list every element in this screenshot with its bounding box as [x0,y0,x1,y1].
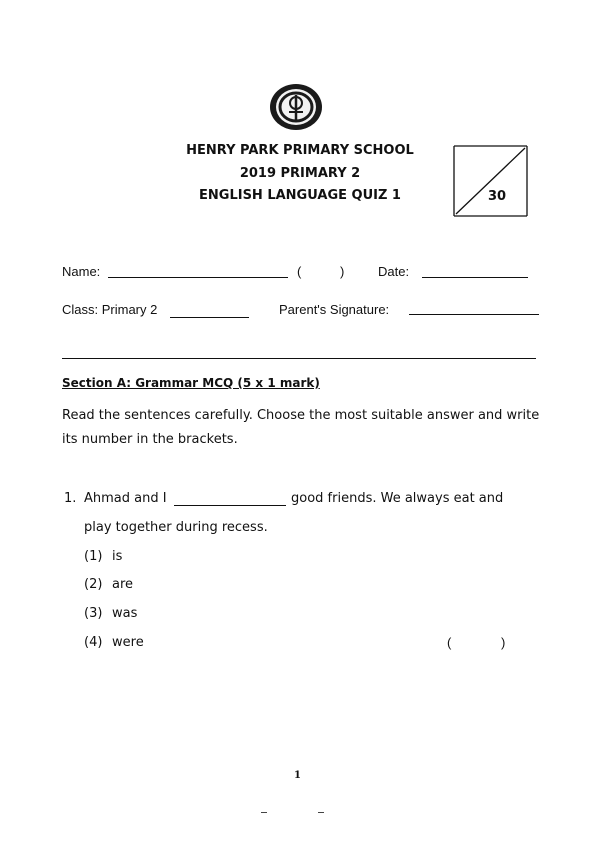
option-text: are [112,577,134,592]
question-text-line2: play together during recess. [84,520,268,535]
school-logo [268,82,324,132]
name-label: Name: [62,264,101,279]
class-label: Class: Primary 2 [62,302,158,317]
option-text: was [112,606,138,621]
answer-paren-open: ( [447,635,452,650]
register-paren-open: ( [297,264,302,279]
section-title: Section A: Grammar MCQ (5 x 1 mark) [62,376,320,390]
score-total: 30 [488,189,507,204]
question-blank[interactable] [174,505,286,506]
quiz-title: ENGLISH LANGUAGE QUIZ 1 [199,188,401,203]
name-field[interactable] [108,277,288,278]
scan-mark [261,812,267,813]
instructions: Read the sentences carefully. Choose the most suitable answer and write its number in the brackets. [62,408,540,447]
option-number: (2) [84,577,103,592]
page-number: 1 [294,770,301,781]
date-label: Date: [378,264,410,279]
school-name: HENRY PARK PRIMARY SCHOOL [186,143,414,158]
question-text-after: good friends. We always eat and [291,491,504,506]
question-text-before: Ahmad and I [84,491,167,506]
score-box [453,145,528,217]
section-divider [62,358,536,359]
question-number: 1. [64,491,77,506]
option-text: were [112,635,144,650]
signature-label: Parent's Signature: [279,302,390,317]
option-number: (1) [84,549,103,564]
register-number-field[interactable] [306,277,336,278]
answer-field[interactable] [456,649,498,650]
answer-paren-close: ) [501,635,506,650]
scan-mark [318,812,324,813]
year-level: 2019 PRIMARY 2 [239,166,361,181]
option-text: is [112,549,123,564]
class-field[interactable] [170,317,249,318]
date-field[interactable] [422,277,528,278]
option-number: (4) [84,635,103,650]
register-paren-close: ) [340,264,345,279]
option-number: (3) [84,606,103,621]
signature-field[interactable] [409,314,539,315]
